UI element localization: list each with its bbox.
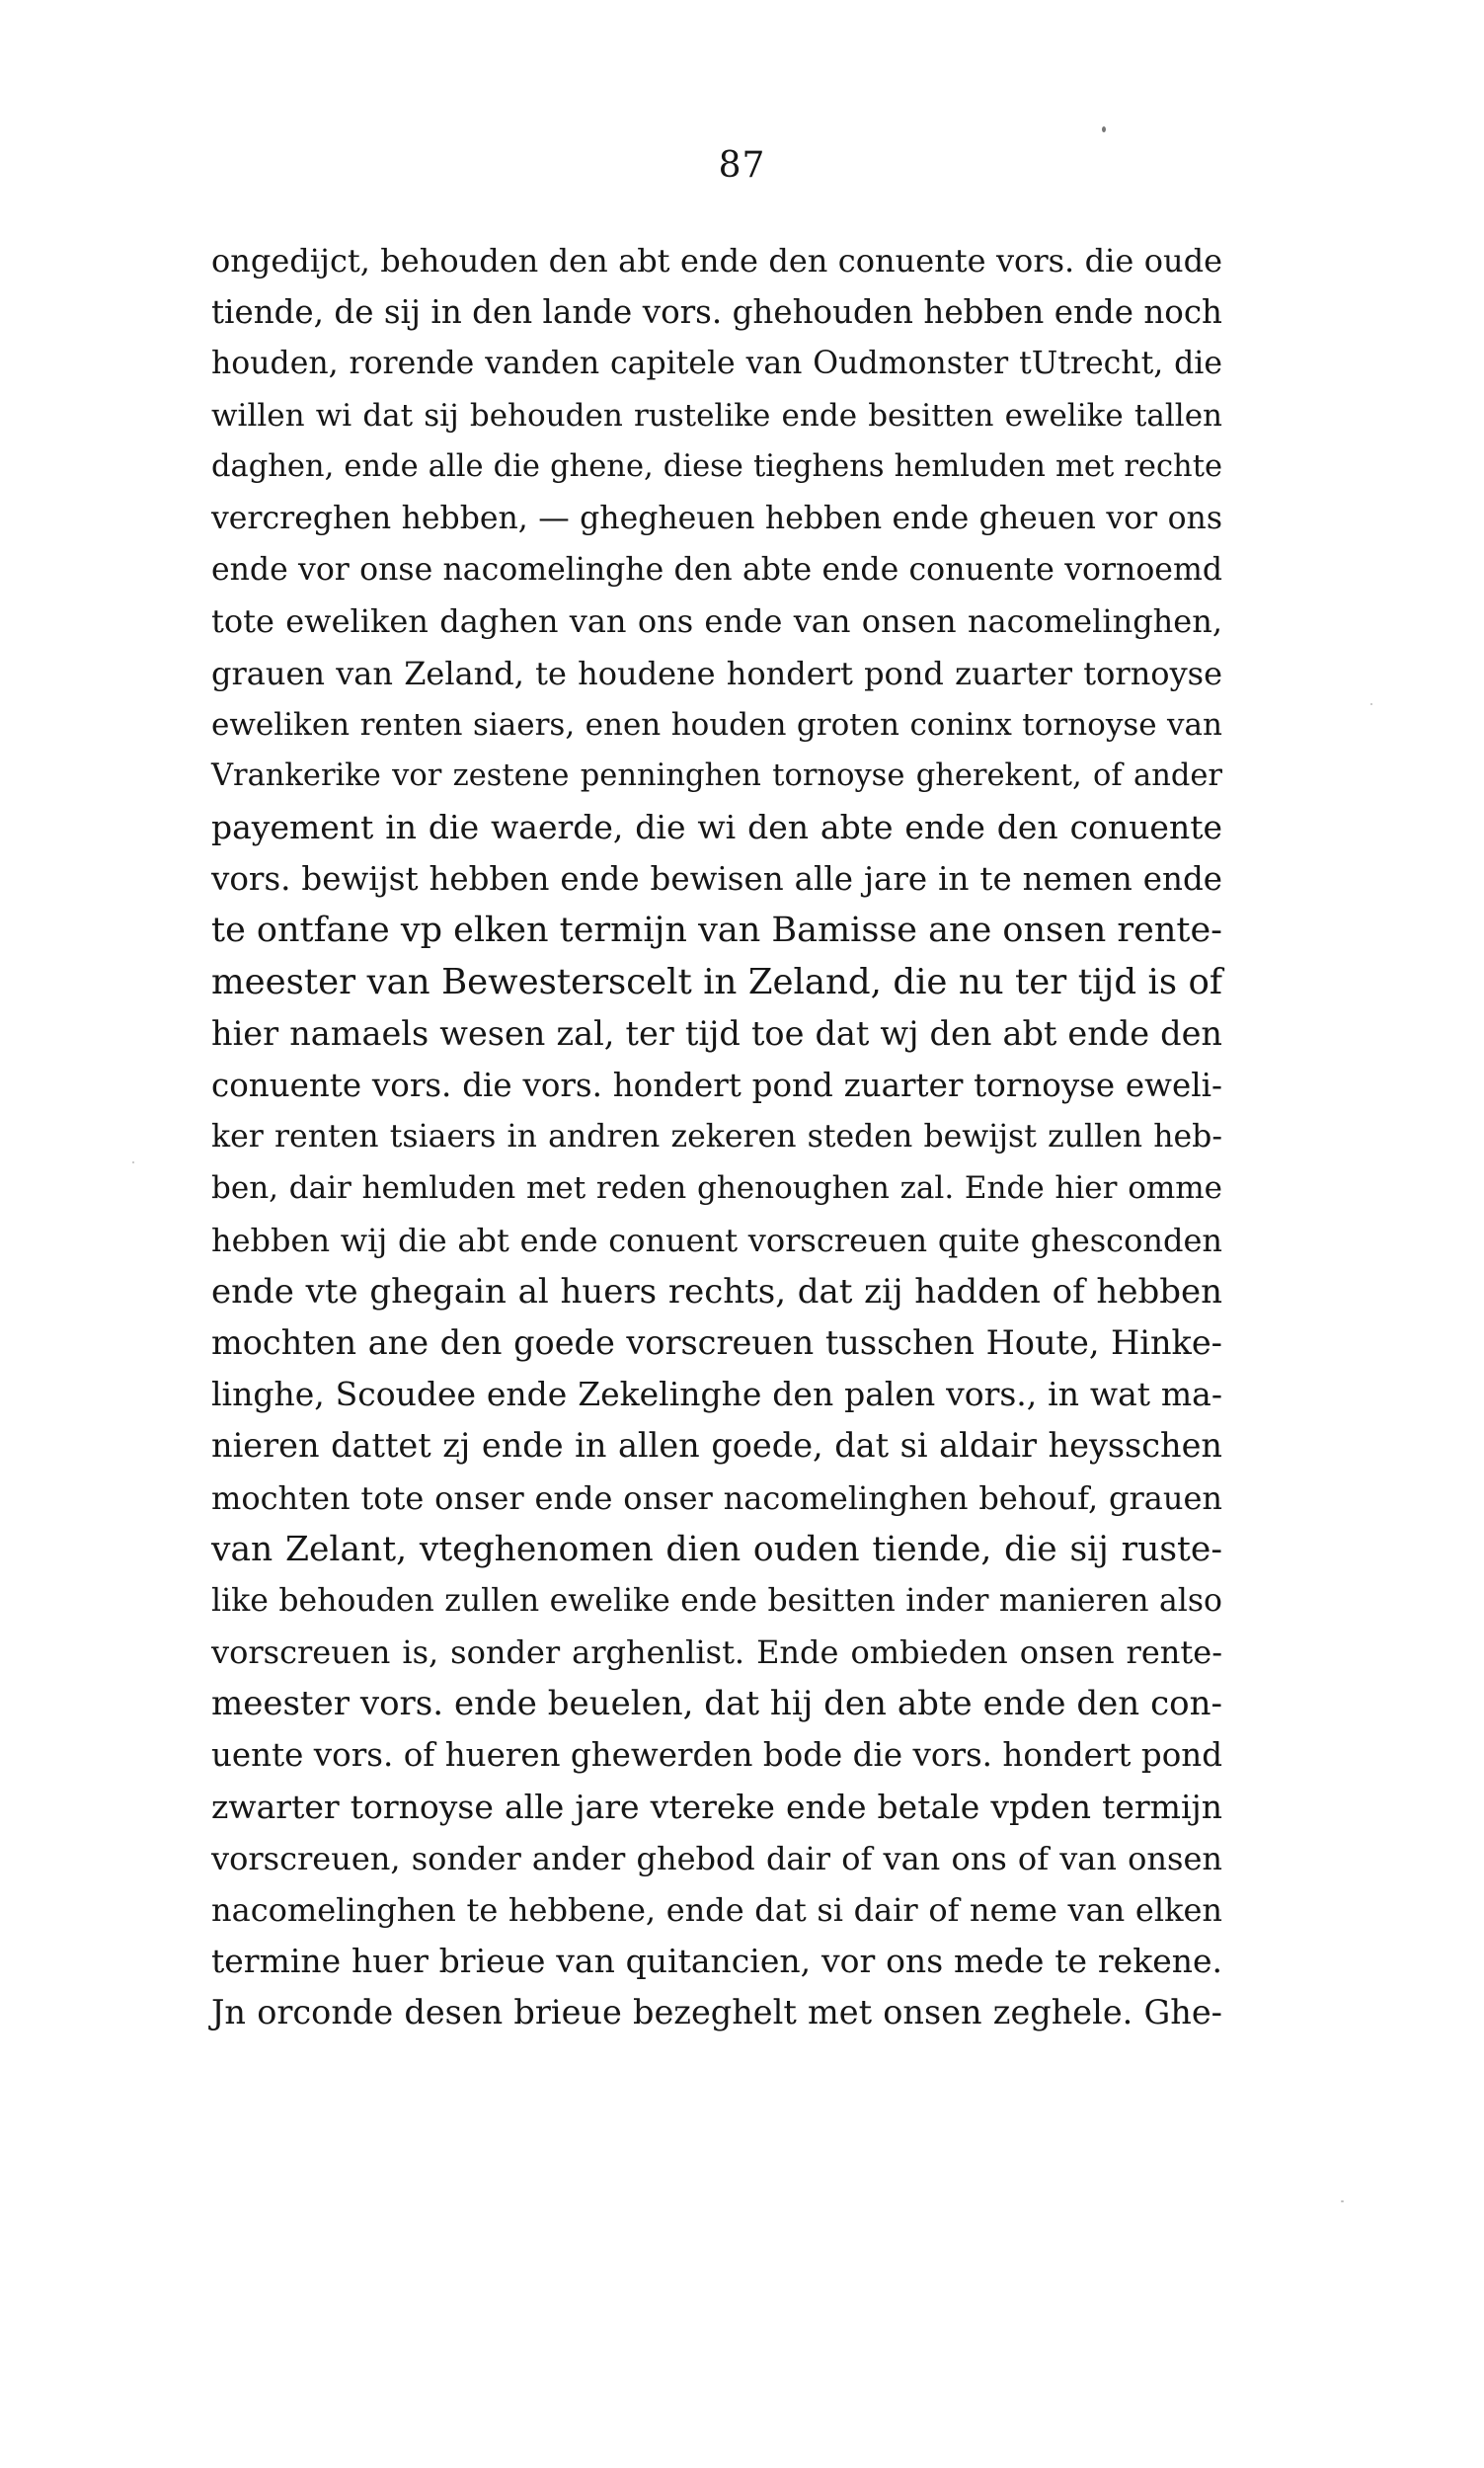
text-line: termine huer brieue van quitancien, vor ons mede te rekene. (211, 1942, 1222, 1981)
text-line: meester van Bewesterscelt in Zeland, die nu ter tijd is of (211, 961, 1222, 1002)
text-line: conuente vors. die vors. hondert pond zuarter tornoyse eweli- (211, 1067, 1222, 1104)
text-line: Vrankerike vor zestene penninghen tornoyse gherekent, of ander (211, 757, 1222, 793)
paper-speck (1341, 2200, 1344, 2202)
page-number: 87 (718, 145, 766, 186)
text-line: daghen, ende alle die ghene, diese tieghens hemluden met rechte (211, 448, 1222, 484)
text-line: vors. bewijst hebben ende bewisen alle jare in te nemen ende (211, 860, 1222, 899)
text-line: payement in die waerde, die wi den abte ende den conuente (211, 808, 1222, 847)
text-line: mochten tote onser ende onser nacomelinghen behouf, grauen (211, 1478, 1222, 1517)
text-line: van Zelant, vteghenomen dien ouden tiende, die sij ruste- (211, 1529, 1222, 1569)
text-line: ende vor onse nacomelinghe den abte ende conuente vornoemd (211, 552, 1222, 589)
text-line: hier namaels wesen zal, ter tijd toe dat wj den abt ende den (211, 1013, 1222, 1053)
paper-speck (1102, 126, 1106, 132)
text-line: willen wi dat sij behouden rustelike ende besitten ewelike tallen (211, 397, 1222, 434)
text-line: te ontfane vp elken termijn van Bamisse ane onsen rente- (211, 911, 1222, 951)
text-line: tiende, de sij in den lande vors. ghehouden hebben ende noch (211, 293, 1222, 332)
paper-speck (132, 1161, 134, 1163)
text-line: ben, dair hemluden met reden ghenoughen zal. Ende hier omme (211, 1170, 1222, 1207)
text-line: mochten ane den goede vorscreuen tusschen Houte, Hinke- (211, 1322, 1222, 1362)
text-line: vercreghen hebben, — ghegheuen hebben ende gheuen vor ons (211, 500, 1222, 536)
text-line: eweliken renten siaers, enen houden groten coninx tornoyse van (211, 706, 1222, 743)
text-line: houden, rorende vanden capitele van Oudmonster tUtrecht, die (211, 346, 1222, 382)
text-line: linghe, Scoudee ende Zekelinghe den palen vors., in wat ma- (211, 1375, 1222, 1414)
text-line: zwarter tornoyse alle jare vtereke ende betale vpden termijn (211, 1787, 1222, 1826)
paper-speck (1370, 703, 1372, 705)
text-line: ker renten tsiaers in andren zekeren steden bewijst zullen heb- (211, 1119, 1222, 1155)
text-line: nacomelinghen te hebbene, ende dat si dair of neme van elken (211, 1891, 1222, 1929)
text-line: ongedijct, behouden den abt ende den conuente vors. die oude (211, 242, 1222, 279)
text-line: vorscreuen is, sonder arghenlist. Ende ombieden onsen rente- (211, 1633, 1222, 1672)
text-line: like behouden zullen ewelike ende besitten inder manieren also (211, 1582, 1222, 1619)
text-line: tote eweliken daghen van ons ende van onsen nacomelinghen, (211, 602, 1222, 641)
text-line: nieren dattet zj ende in allen goede, dat si aldair heysschen (211, 1426, 1222, 1466)
text-line: uente vors. of hueren ghewerden bode die vors. hondert pond (211, 1736, 1222, 1775)
text-line: hebben wij die abt ende conuent vorscreuen quite ghesconden (211, 1221, 1222, 1259)
body-text (211, 235, 1222, 2039)
text-line: grauen van Zeland, te houdene hondert pond zuarter tornoyse (211, 654, 1222, 692)
text-line: vorscreuen, sonder ander ghebod dair of van ons of van onsen (211, 1839, 1222, 1877)
text-line: Jn orconde desen brieue bezeghelt met onsen zeghele. Ghe- (211, 1993, 1222, 2032)
text-line: meester vors. ende beuelen, dat hij den abte ende den con- (211, 1684, 1222, 1724)
text-line: ende vte ghegain al huers rechts, dat zij hadden of hebben (211, 1271, 1222, 1312)
